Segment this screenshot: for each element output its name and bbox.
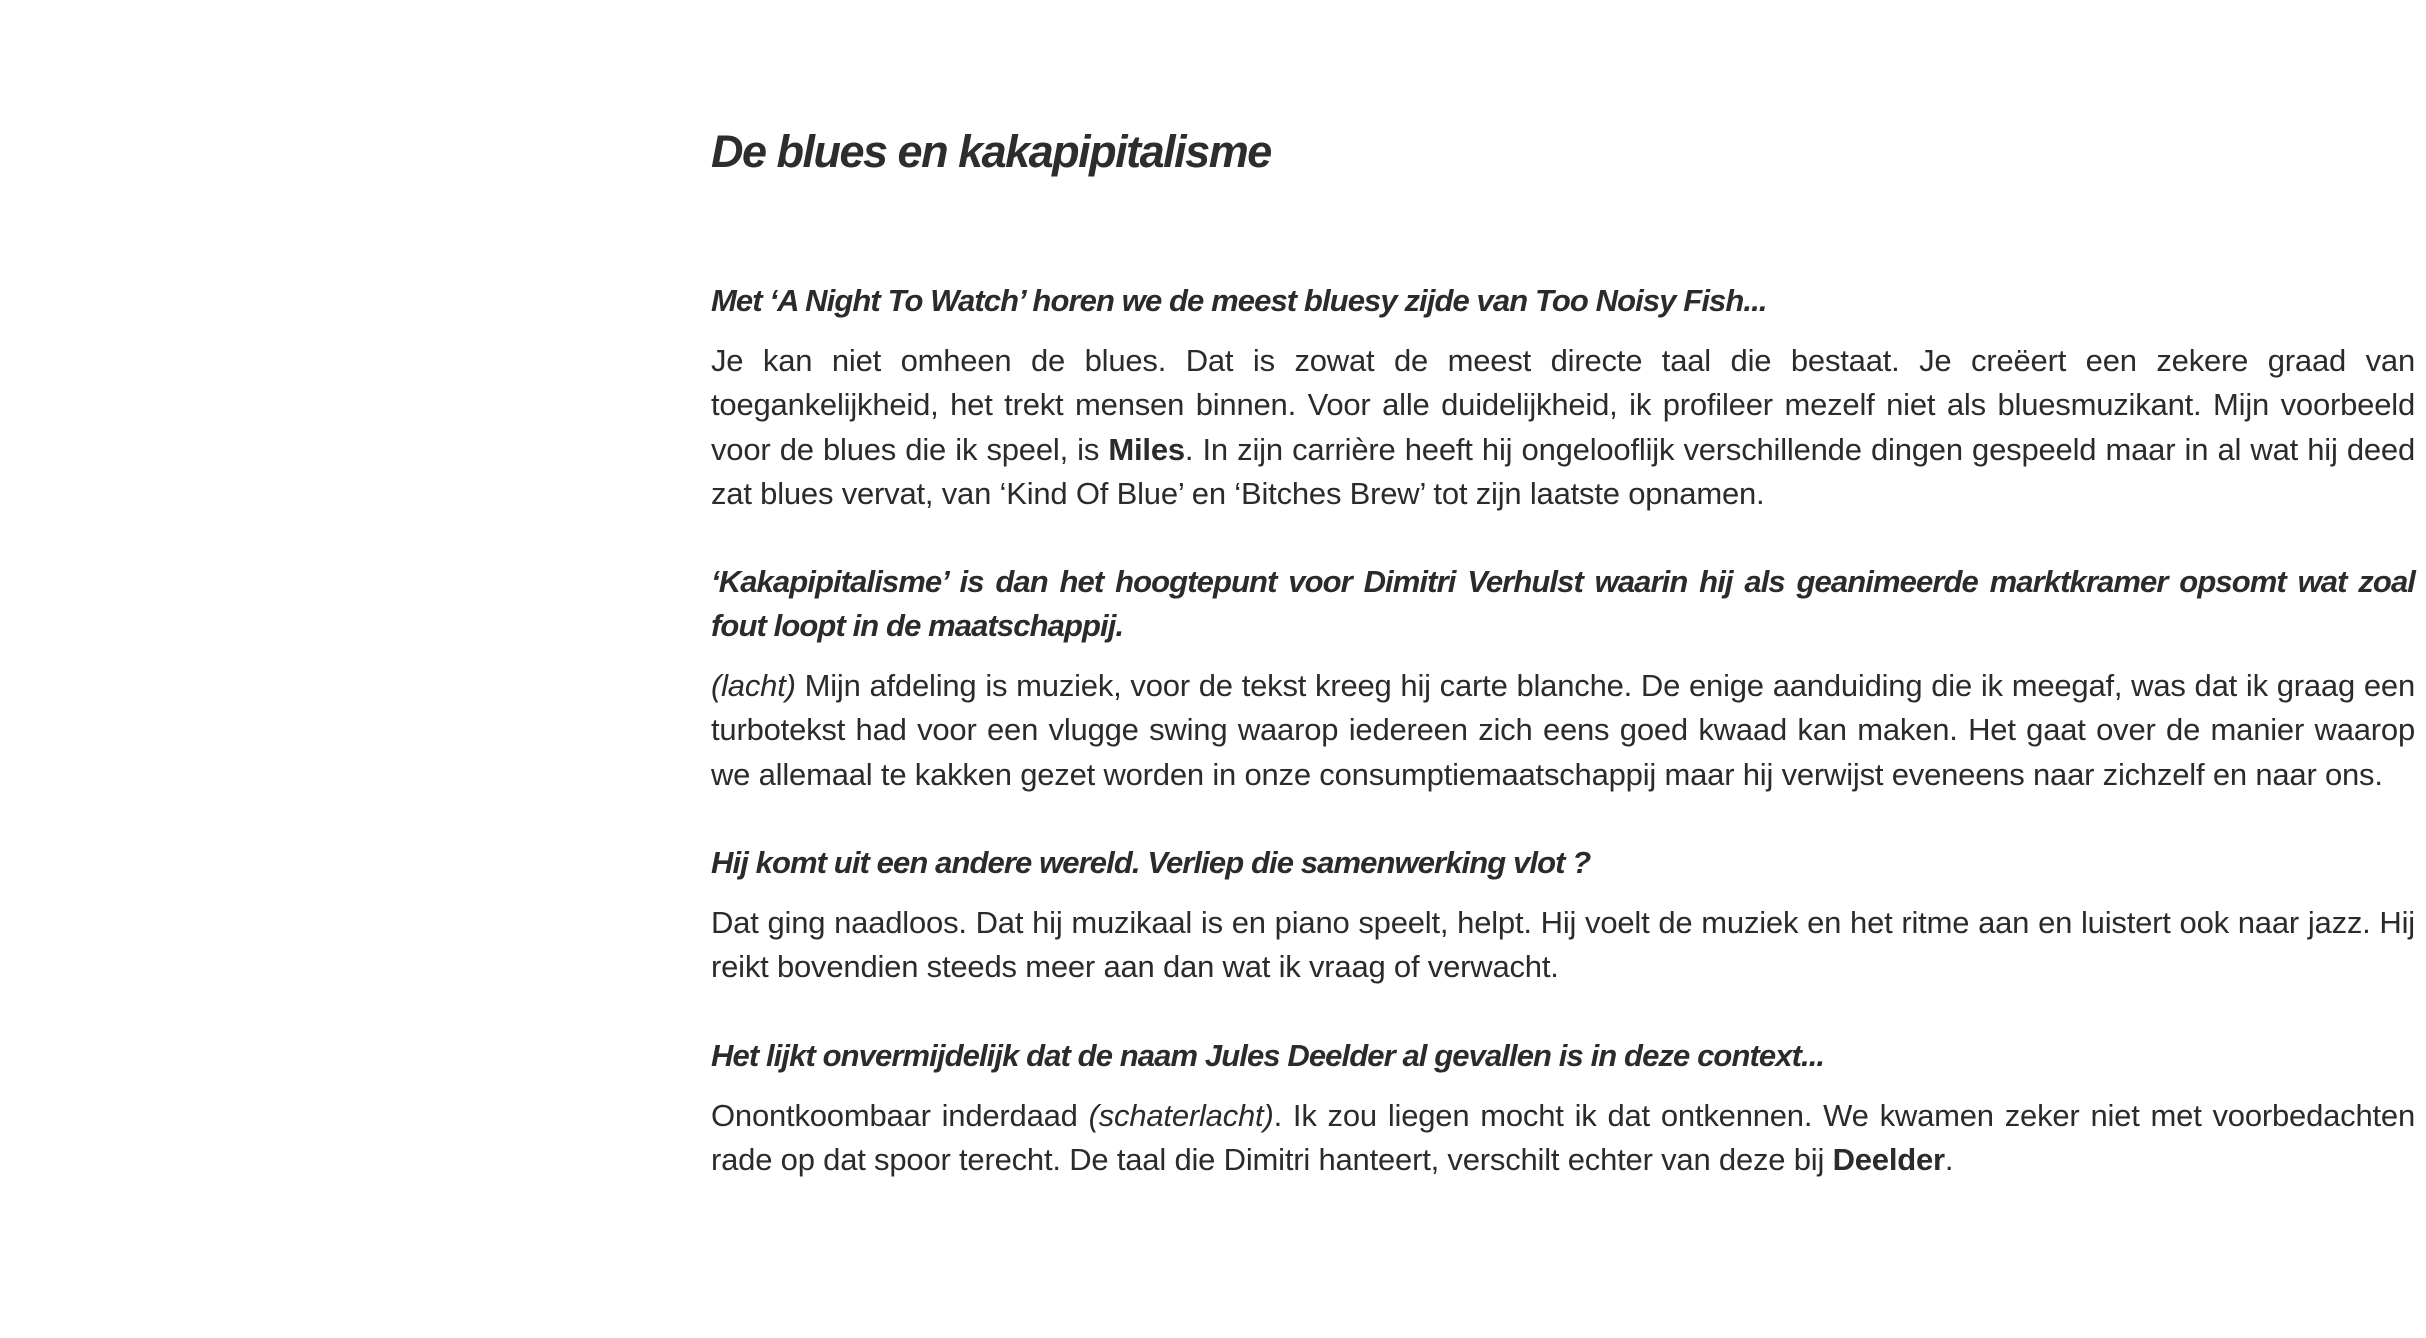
answer-text: Je kan niet omheen de blues. Dat is zowat de meest directe taal die bestaat. Je creëert een zekere graad van toegankelijkheid, het trekt mensen binnen. Voor alle duidelijkheid, ik profileer mezelf niet als bluesmuzikant. Mijn voorbeeld voor de blues die ik speel, is: [711, 343, 2415, 467]
answer-stage-direction: (schaterlacht): [1088, 1097, 1274, 1133]
answer-text: .: [1944, 1141, 1954, 1177]
interview-answer: [711, 339, 2415, 516]
answer-text: Dat ging naadloos. Dat hij muzikaal is en piano speelt, helpt. Hij voelt de muziek en het ritme aan en luistert ook naar jazz. Hij reikt bovendien steeds meer aan dan wat ik vraag of verwacht.: [711, 905, 2415, 985]
article-title: De blues en kakapipitalisme: [711, 126, 1271, 177]
interview-question: Met ‘A Night To Watch’ horen we de meest bluesy zijde van Too Noisy Fish...: [711, 283, 1767, 318]
interview-question: Hij komt uit een andere wereld. Verliep die samenwerking vlot ?: [711, 845, 1591, 881]
interview-question: ‘Kakapipitalisme’ is dan het hoogtepunt voor Dimitri Verhulst waarin hij als geanimeerde marktkramer opsomt wat zoal fout loopt in de maatschappij.: [711, 564, 2415, 644]
answer-text: Onontkoombaar inderdaad: [711, 1097, 1089, 1133]
qa-block: [711, 279, 2415, 516]
answer-text: . In zijn carrière heeft hij ongelooflijk verschillende dingen gespeeld maar in al wat hij deed zat blues vervat, van ‘Kind Of Blue’ en ‘Bitches Brew’ tot zijn laatste opnamen.: [711, 431, 2415, 511]
interview-answer: [711, 901, 2415, 990]
article: [711, 118, 2415, 1182]
interview-answer: [711, 1094, 2415, 1183]
interview-answer: [711, 664, 2415, 797]
answer-bold-name: Deelder: [1832, 1141, 1945, 1177]
qa-block: [711, 1034, 2415, 1183]
qa-block: [711, 841, 2415, 990]
interview-question: Het lijkt onvermijdelijk dat de naam Jules Deelder al gevallen is in deze context...: [711, 1037, 1825, 1073]
answer-bold-name: Miles: [1108, 431, 1185, 467]
answer-stage-direction: (lacht): [711, 668, 796, 704]
qa-block: [711, 560, 2415, 797]
answer-text: Mijn afdeling is muziek, voor de tekst kreeg hij carte blanche. De enige aanduiding die ik meegaf, was dat ik graag een turbotekst had voor een vlugge swing waarop iedereen zich eens goed kwaad kan maken. Het gaat over de manier waarop we allemaal te kakken gezet worden in onze consumptiemaatschappij maar hij verwijst eveneens naar zichzelf en naar ons.: [711, 668, 2415, 792]
answer-text: . Ik zou liegen mocht ik dat ontkennen. We kwamen zeker niet met voorbedachten rade op dat spoor terecht. De taal die Dimitri hanteert, verschilt echter van deze bij: [711, 1097, 2416, 1177]
